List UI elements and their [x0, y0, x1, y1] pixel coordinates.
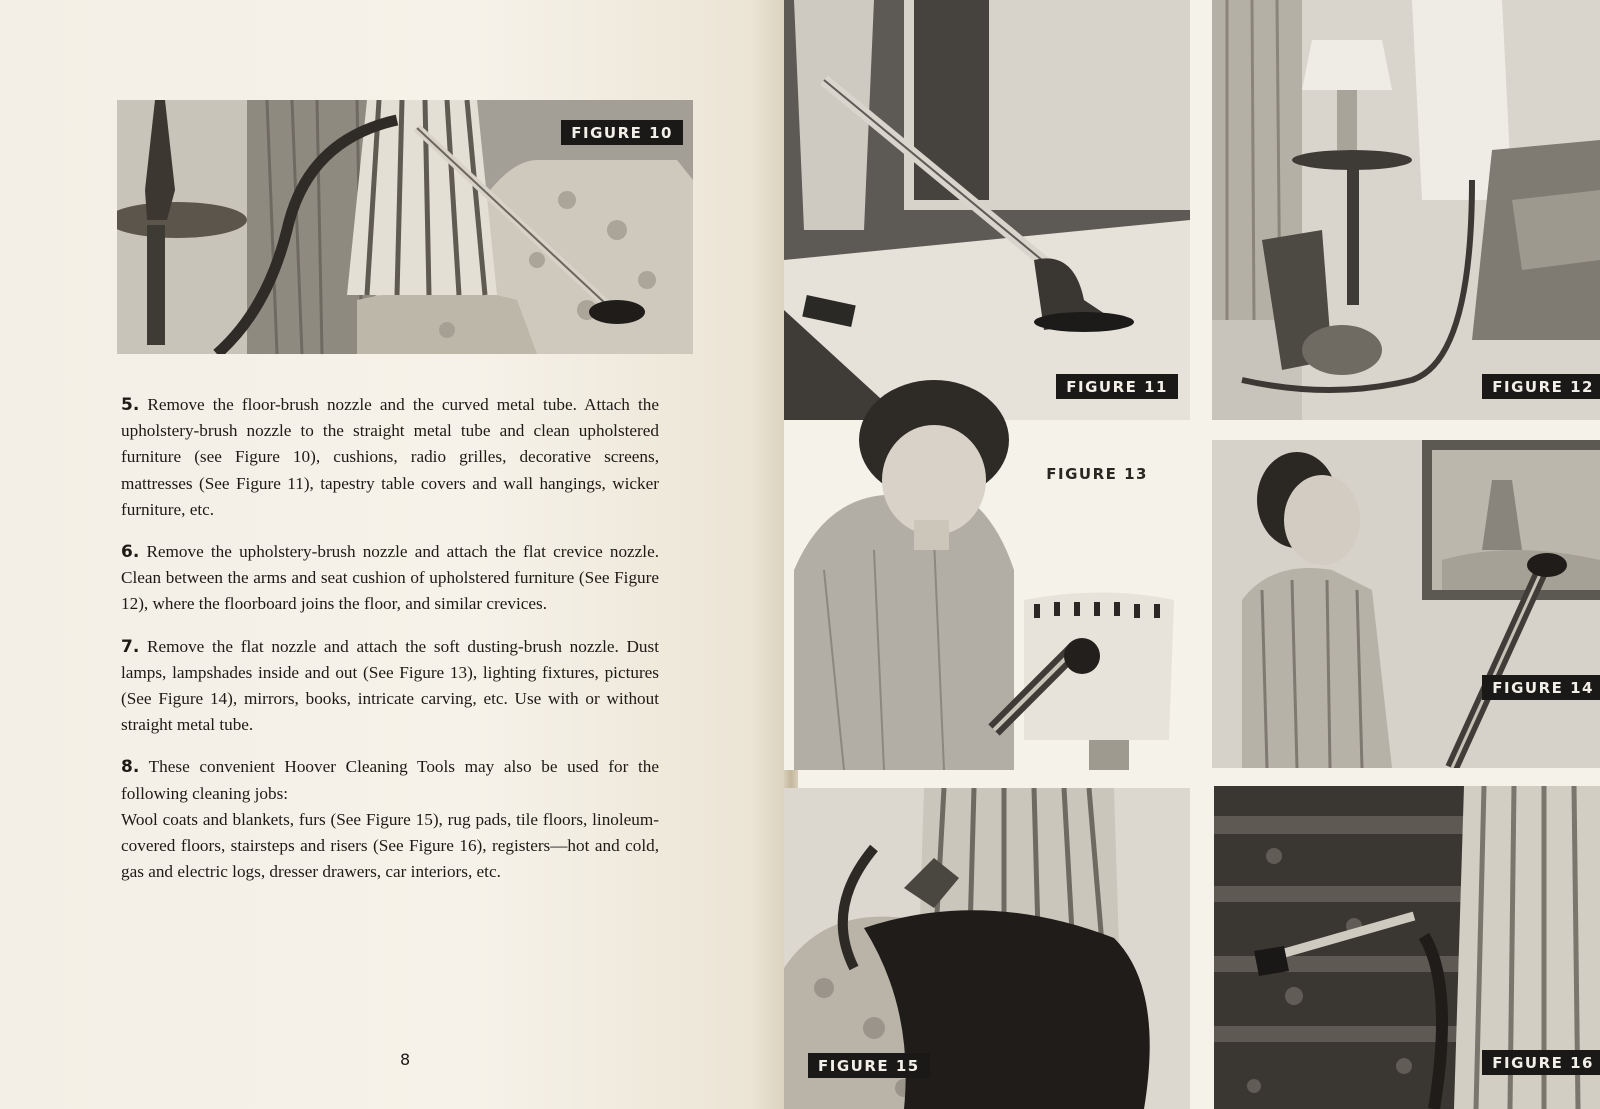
figure-10-photo: [117, 100, 693, 354]
figure-16-photo: [1214, 786, 1600, 1109]
figure-12-photo: [1212, 0, 1600, 420]
figure-11-photo: [784, 0, 1190, 420]
instructions-text: [121, 392, 659, 901]
figure-10-label: FIGURE 10: [561, 120, 683, 145]
page-number: 8: [400, 1050, 411, 1069]
figure-12-label: FIGURE 12: [1482, 374, 1600, 399]
step-text: Remove the floor-brush nozzle and the curved metal tube. Attach the upholstery-brush nozzle to the straight metal tube and clean upholstered furniture (see Figure 10), cushions, radio grilles, decorative screens, mattresses (See Figure 11), tapestry table covers and wall hangings, wicker furniture, etc.: [121, 395, 659, 519]
left-page: [0, 0, 790, 1109]
step-text: Remove the upholstery-brush nozzle and attach the flat crevice nozzle. Clean between the arms and seat cushion of upholstered furniture (See Figure 12), where the floorboard joins the floor, and similar crevices.: [121, 542, 660, 614]
figure-16-label: FIGURE 16: [1482, 1050, 1600, 1075]
step-number: 7.: [121, 636, 140, 657]
figure-15-photo: [784, 788, 1190, 1109]
step-number: 6.: [121, 542, 140, 563]
figure-13-label: FIGURE 13: [1046, 465, 1148, 483]
figure-15-label: FIGURE 15: [808, 1053, 930, 1078]
step-8: [121, 754, 659, 885]
figure-13-photo: [784, 370, 1190, 770]
right-page: [798, 0, 1600, 1109]
figure-14-label: FIGURE 14: [1482, 675, 1600, 700]
step-number: 5.: [121, 395, 140, 415]
step-7: [121, 634, 659, 739]
step-6: [121, 539, 659, 618]
step-text: These convenient Hoover Cleaning Tools may also be used for the following cleaning jobs:: [121, 757, 659, 803]
figure-11-label: FIGURE 11: [1056, 374, 1178, 399]
step-5: [121, 392, 659, 523]
figure-14-photo: [1212, 440, 1600, 768]
step-number: 8.: [121, 757, 140, 778]
step-text: Remove the flat nozzle and attach the soft dusting-brush nozzle. Dust lamps, lampshades inside and out (See Figure 13), lighting fixtures, pictures (See Figure 14), mirrors, books, intricate carving, etc. Use with or without straight metal tube.: [121, 636, 659, 735]
step-text-continued: Wool coats and blankets, furs (See Figure 15), rug pads, tile floors, linoleum-covered floors, stairsteps and risers (See Figure 16), registers—hot and cold, gas and electric logs, dresser drawers, car interiors, etc.: [121, 809, 659, 882]
